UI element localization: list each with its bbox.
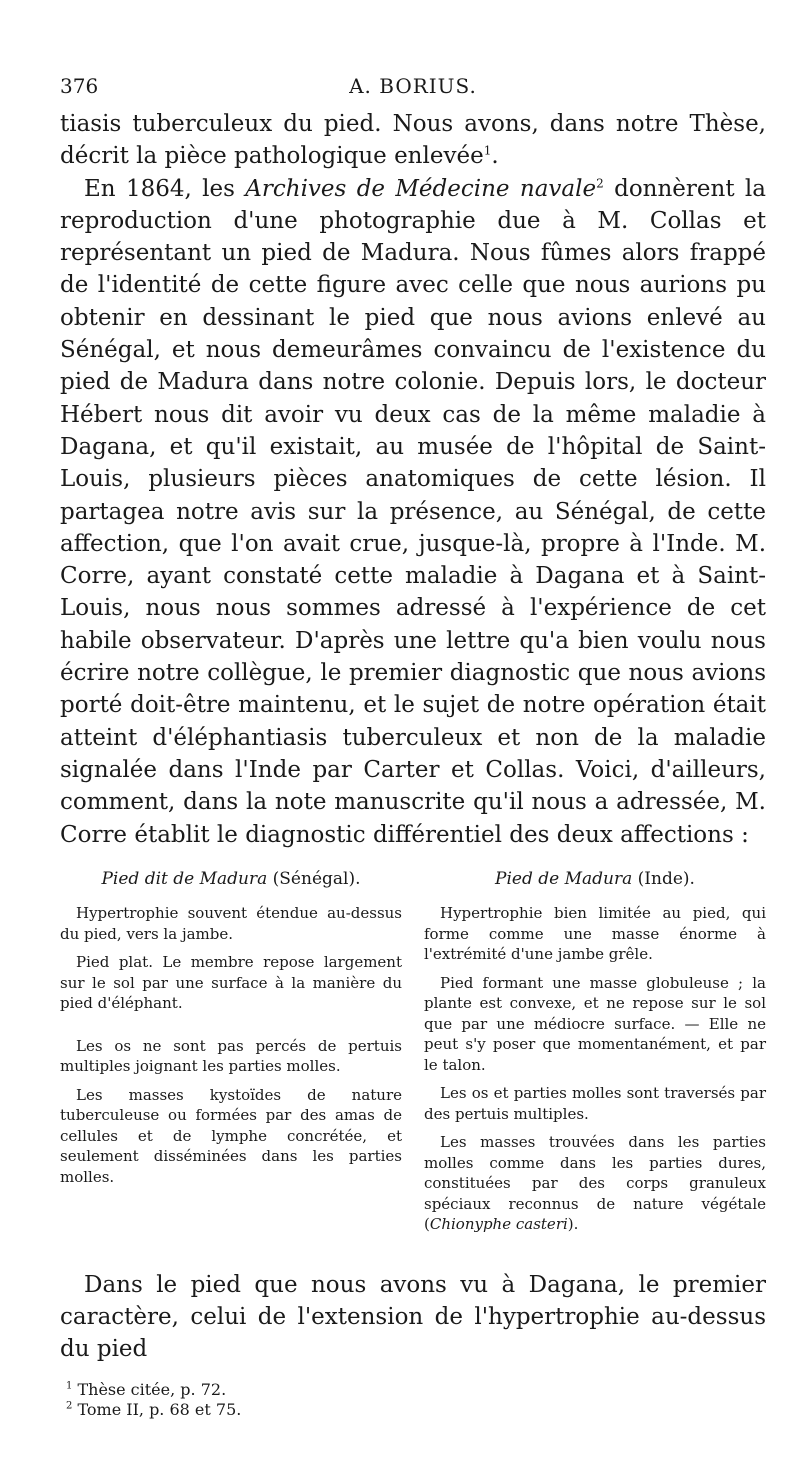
- page-header: [60, 68, 766, 108]
- column-senegal-region: (Sénégal).: [267, 868, 361, 889]
- main-text: [60, 108, 766, 851]
- paragraph-2-rest: donnèrent la reproduction d'une photographie due à M. Collas et représentant un pied de Madura. Nous fûmes alors frappé de l'identité de cette figure avec celle que nous aurions pu obtenir en dessinant le pied que nous avions enlevé au Sénégal, et nous demeurâmes convaincu de l'existence du pied de Madura dans notre colonie. Depuis lors, le docteur Hébert nous dit avoir vu deux cas de la même maladie à Dagana, et qu'il existait, au musée de l'hôpital de Saint-Louis, plusieurs pièces anatomiques de cette lésion. Il partagea notre avis sur la présence, au Sénégal, de cette affection, que l'on avait crue, jusque-là, propre à l'Inde. M. Corre, ayant constaté cette maladie à Dagana et à Saint-Louis, nous nous sommes adressé à l'expérience de cet habile observateur. D'après une lettre qu'a bien voulu nous écrire notre collègue, le premier diagnostic que nous avions porté doit-être maintenu, et le sujet de notre opération était atteint d'éléphantiasis tuberculeux et non de la maladie signalée dans l'Inde par Carter et Collas. Voici, d'ailleurs, comment, dans la note manuscrite qu'il nous a adressée, M. Corre établit le diagnostic différentiel des deux affections :: [60, 175, 766, 848]
- senegal-item: Les masses kystoïdes de nature tuberculeuse ou formées par des amas de cellules et de lymphe concrétée, et seulement disséminées dans les parties molles.: [60, 1085, 402, 1186]
- page: [60, 68, 766, 1420]
- column-inde: [424, 869, 766, 1243]
- senegal-item: Les os ne sont pas percés de pertuis multiples joignant les parties molles.: [60, 1036, 402, 1076]
- closing-text: [60, 1269, 766, 1366]
- senegal-item: Pied plat. Le membre repose largement sur le sol par une surface à la manière du pied d'éléphant.: [60, 953, 402, 1013]
- inde-item-text: Les masses trouvées dans les parties molles comme dans les parties dures, constituées par des corps granuleux spéciaux reconnus de nature végétale (: [424, 1133, 766, 1234]
- paragraph-3: Dans le pied que nous avons vu à Dagana, le premier caractère, celui de l'extension de l'hypertrophie au-dessus du pied: [60, 1271, 766, 1363]
- footnotes: [60, 1380, 766, 1420]
- journal-title: Archives de Médecine navale: [245, 175, 597, 202]
- footnote-1-mark: 1: [66, 1380, 73, 1392]
- inde-item: [424, 1132, 766, 1235]
- column-inde-heading: [424, 869, 766, 890]
- paragraph-2-start: En 1864, les: [84, 175, 246, 202]
- footnote-ref-2: 2: [596, 175, 604, 190]
- species-name: Chionyphe casteri: [429, 1215, 568, 1234]
- senegal-item: Hypertrophie souvent étendue au-dessus du pied, vers la jambe.: [60, 904, 402, 943]
- paragraph-1-text: tiasis tuberculeux du pied. Nous avons, dans notre Thèse, décrit la pièce pathologique enlevée: [60, 111, 766, 170]
- paragraph-2: [60, 173, 766, 851]
- footnote-ref-1: 1: [483, 143, 492, 158]
- paragraph-1: [60, 108, 766, 173]
- footnote-2: [60, 1400, 766, 1420]
- footnote-2-mark: 2: [66, 1400, 73, 1412]
- footnote-2-text: Tome II, p. 68 et 75.: [72, 1399, 242, 1419]
- inde-item: Les os et parties molles sont traversés par des pertuis multiples.: [424, 1084, 766, 1123]
- column-senegal: [60, 869, 402, 1243]
- paragraph-1-end: .: [491, 143, 499, 170]
- footnote-1: [60, 1380, 766, 1400]
- footnote-1-text: Thèse citée, p. 72.: [72, 1379, 227, 1399]
- page-number: 376: [60, 74, 99, 98]
- running-title: A. BORIUS.: [349, 74, 477, 98]
- inde-item: Pied formant une masse globuleuse ; la plante est convexe, et ne repose sur le sol que par une médiocre surface. — Elle ne peut s'y poser que momentanément, et par le talon.: [424, 973, 766, 1074]
- column-senegal-title: Pied dit de Madura: [101, 868, 268, 889]
- column-senegal-heading: [60, 869, 402, 890]
- inde-item: Hypertrophie bien limitée au pied, qui forme comme une masse énorme à l'extrémité d'une jambe grêle.: [424, 904, 766, 964]
- column-inde-title: Pied de Madura: [495, 868, 633, 889]
- comparison-columns: [60, 869, 766, 1243]
- column-inde-region: (Inde).: [632, 868, 695, 889]
- inde-item-end: ).: [567, 1215, 579, 1234]
